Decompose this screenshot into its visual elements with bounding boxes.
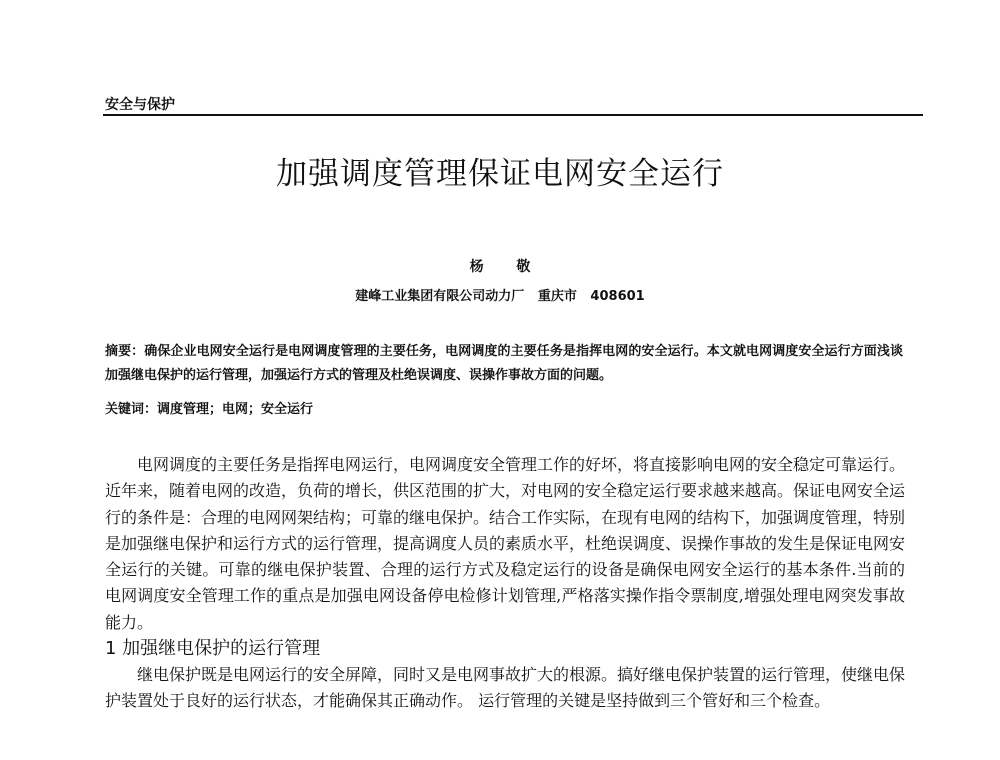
author-name: 杨 敬 (469, 259, 545, 275)
keywords-text: 调度管理；电网；安全运行 (157, 402, 314, 417)
keywords (105, 398, 313, 417)
section-1-heading: 1 加强继电保护的运行管理 (105, 638, 321, 660)
abstract-text: 确保企业电网安全运行是电网调度管理的主要任务，电网调度的主要任务是指挥电网的安全运行。本文就电网调度安全运行方面浅谈加强继电保护的运行管理，加强运行方式的管理及杜绝误调度、误操作事故方面的问题。 (105, 344, 903, 383)
article-title: 加强调度管理保证电网安全运行 (276, 156, 724, 192)
journal-section-label: 安全与保护 (105, 97, 175, 113)
author-affiliation: 建峰工业集团有限公司动力厂 重庆市 408601 (355, 289, 645, 304)
intro-paragraph: 电网调度的主要任务是指挥电网运行，电网调度安全管理工作的好坏，将直接影响电网的安全稳定可靠运行。近年来，随着电网的改造，负荷的增长，供区范围的扩大，对电网的安全稳定运行要求越来越高。保证电网安全运行的条件是：合理的电网网架结构；可靠的继电保护。结合工作实际，在现有电网的结构下，加强调度管理，特别是加强继电保护和运行方式的运行管理，提高调度人员的素质水平，杜绝误调度、误操作事故的发生是保证电网安全运行的关键。可靠的继电保护装置、合理的运行方式及稳定运行的设备是确保电网安全运行的基本条件.当前的电网调度安全管理工作的重点是加强电网设备停电检修计划管理,严格落实操作指令票制度,增强处理电网突发事故能力。 (105, 455, 906, 632)
abstract-label: 摘要： (105, 344, 145, 359)
header-rule (103, 114, 923, 116)
section-1-paragraph: 继电保护既是电网运行的安全屏障，同时又是电网事故扩大的根源。搞好继电保护装置的运行管理，使继电保护装置处于良好的运行状态，才能确保其正确动作。 运行管理的关键是坚持做到三个管好和三个检查。 (105, 665, 906, 711)
article-body (105, 452, 905, 715)
abstract (105, 340, 903, 388)
keywords-label: 关键词： (105, 402, 158, 417)
